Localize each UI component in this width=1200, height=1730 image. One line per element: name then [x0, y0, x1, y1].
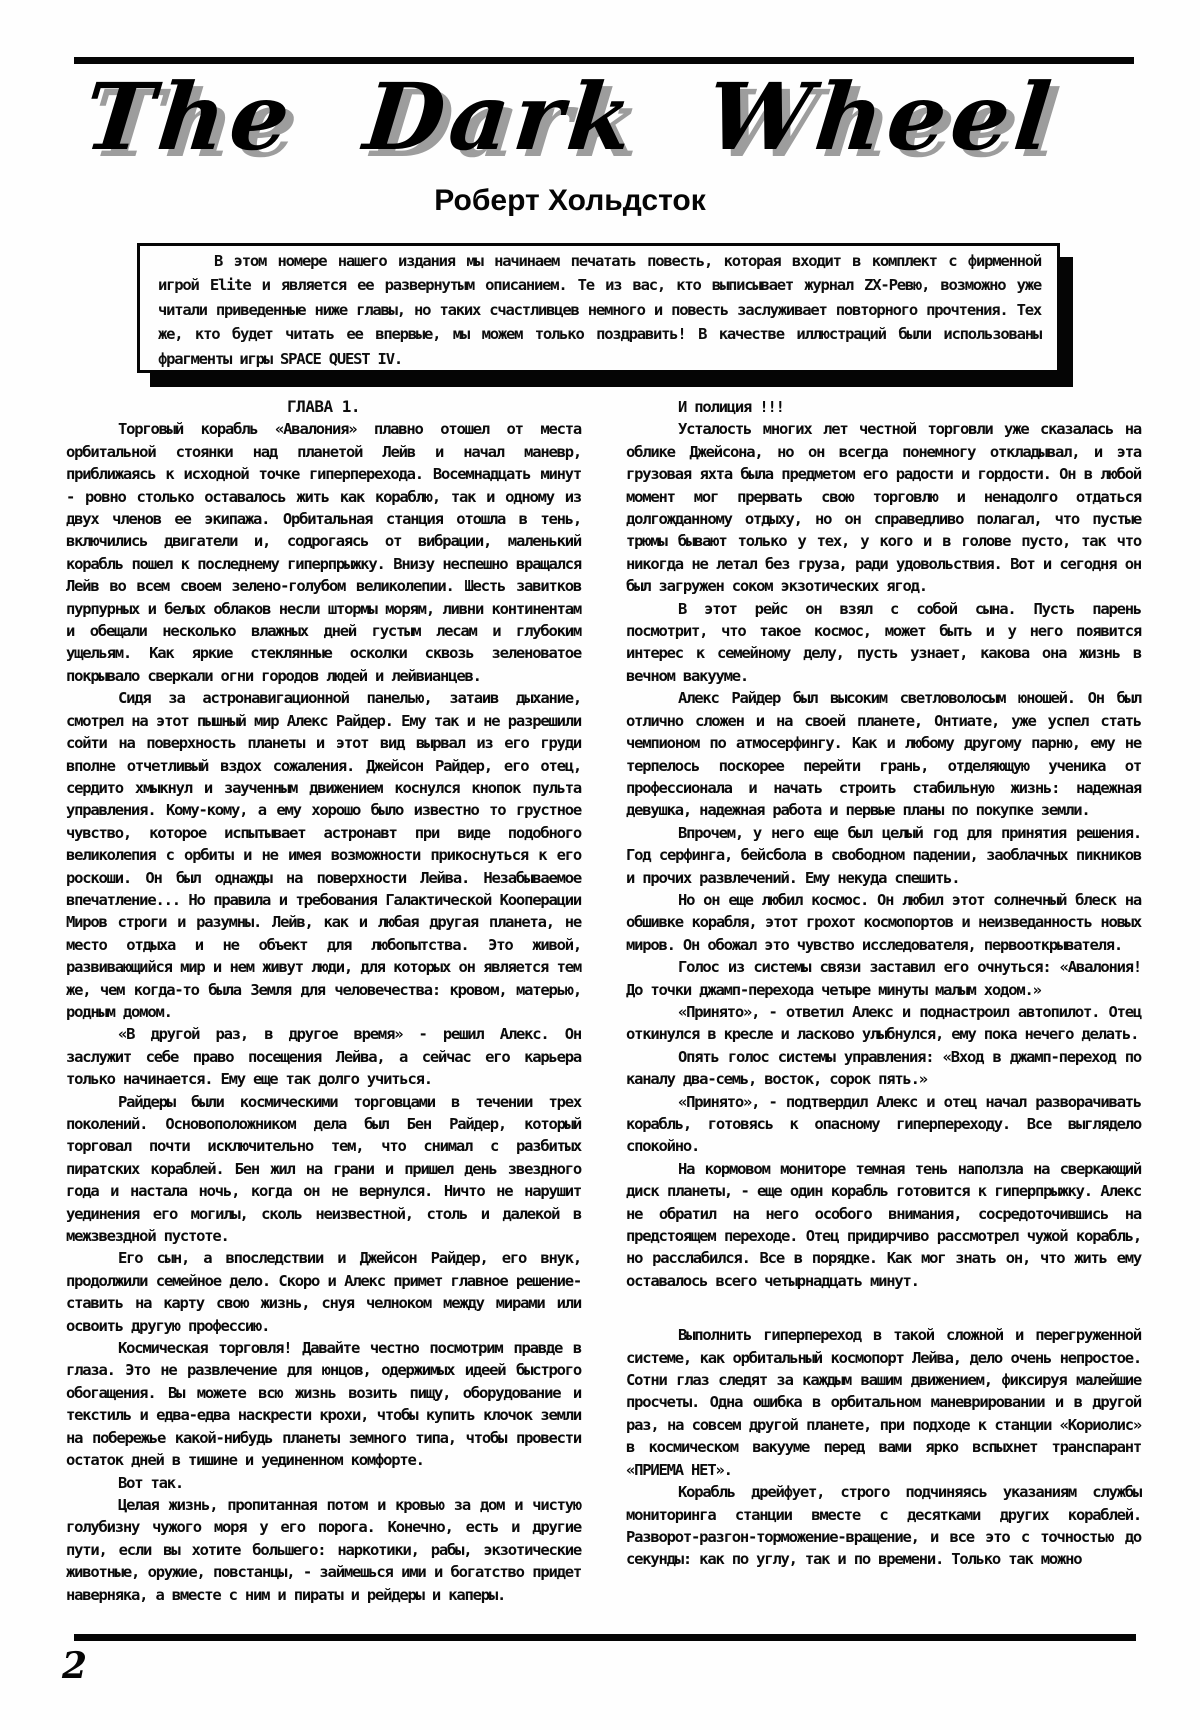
- intro-text: В этом номере нашего издания мы начинаем печатать повесть, которая входит в комплект с фирменной игрой Elite и является ее развернутым описанием. Те из вас, кто выписывает журнал ZX-Ревю, возможно уже читали приведенные ниже главы, но таких счастливцев немного и повесть заслуживает повторного прочтения. Тех же, кто будет читать ее впервые, мы можем только поздравить! В качестве иллюстраций были использованы фрагменты игры SPACE QUEST IV.: [158, 252, 1041, 368]
- section-gap: [626, 1292, 1141, 1324]
- body-paragraph: «Принято», - ответил Алекс и поднастроил автопилот. Отец откинулся в кресле и ласково улыбнулся, ему пока нечего делать.: [626, 1002, 1141, 1044]
- body-paragraph: Торговый корабль «Авалония» плавно отошел от места орбитальной стоянки над планетой Лейв и начал маневр, приближаясь к исходной точке гиперперехода. Восемнадцать минут - ровно столько оставалось жить как кораблю, так и одному из двух членов ее экипажа. Орбитальная станция отошла в тень, включились двигатели и, содрогаясь от вибрации, маленький корабль пошел к последнему гиперпрыжку. Внизу неспешно вращался Лейв во всем своем зелено-голубом великолепии. Шесть завитков пурпурных и белых облаков несли штормы морям, ливни континентам и обещали несколько влажных дней густым лесам и глубоким ущельям. Как яркие стеклянные осколки сквозь зеленоватое покрывало сверкали огни городов людей и лейвианцев.: [66, 420, 581, 685]
- bottom-divider: [74, 1634, 1136, 1641]
- intro-box: [137, 243, 1060, 373]
- body-paragraph: Голос из системы связи заставил его очнуться: «Авалония! До точки джамп-перехода четыре минуты малым ходом.»: [626, 958, 1141, 999]
- body-paragraph: Райдеры были космическими торговцами в течении трех поколений. Основоположником дела был Бен Райдер, который торговал почти исключительно тем, что снимал с разбитых пиратских кораблей. Бен жил на грани и пришел день звездного года и настала ночь, когда он не вернулся. Ничто не нарушит уединения его могилы, сколь неизвестной, столь и далекой в межзвездной пустоте.: [66, 1092, 581, 1246]
- body-paragraph: Вот так.: [118, 1473, 184, 1492]
- body-paragraph: Космическая торговля! Давайте честно посмотрим правде в глаза. Это не развлечение для юнцов, одержимых идеей быстрого обогащения. Вы можете всю жизнь возить пищу, оборудование и текстиль и едва-едва наскрести крохи, чтобы купить клочок земли на побережье какой-нибудь планеты земного типа, чтобы провести остаток дней в тишине и уединенном комфорте.: [66, 1339, 581, 1470]
- author-name: Роберт Хольдсток: [434, 184, 706, 217]
- left-column: [66, 396, 581, 1606]
- text-columns: [66, 396, 1141, 1606]
- body-paragraph: Выполнить гиперпереход в такой сложной и перегруженной системе, как орбитальный космопорт Лейва, дело очень непростое. Сотни глаз следят за каждым вашим движением, фиксируя малейшие просчеты. Одна ошибка в орбитальном маневрировании и в другой раз, на совсем другой планете, при подходе к станции «Кориолис» в космическом вакууме перед вами ярко вспыхнет транспарант «ПРИЕМА НЕТ».: [626, 1326, 1141, 1479]
- right-paragraph-list-bottom: [626, 1324, 1141, 1570]
- right-column: [626, 396, 1141, 1606]
- body-paragraph: Опять голос системы управления: «Вход в джамп-переход по каналу два-семь, восток, сорок пять.»: [626, 1047, 1141, 1089]
- page-title: The Dark Wheel: [79, 63, 1061, 171]
- page-number: 2: [62, 1645, 88, 1687]
- chapter-heading: ГЛАВА 1.: [286, 397, 361, 416]
- body-paragraph: «В другой раз, в другое время» - решил Алекс. Он заслужит себе право посещения Лейва, а сейчас его карьера только начинается. Ему еще так долго учиться.: [66, 1025, 581, 1089]
- body-paragraph: И полиция !!!: [678, 398, 784, 416]
- body-paragraph: Корабль дрейфует, строго подчиняясь указаниям службы мониторинга станции вместе с десятками других кораблей. Разворот-разгон-торможение-вращение, и все это с точностью до секунды: как по углу, так и по времени. Только так можно: [626, 1483, 1141, 1569]
- body-paragraph: Его сын, а впоследствии и Джейсон Райдер, его внук, продолжили семейное дело. Скоро и Алекс примет главное решение-ставить на карту свою жизнь, снуя челноком между мирами или освоить другую профессию.: [66, 1249, 581, 1335]
- body-paragraph: Впрочем, у него еще был целый год для принятия решения. Год серфинга, бейсбола в свободном падении, заоблачных пикников и прочих развлечений. Ему некуда спешить.: [626, 823, 1141, 887]
- body-paragraph: На кормовом мониторе темная тень наползла на сверкающий диск планеты, - еще один корабль готовится к гиперпрыжку. Алекс не обратил на него особого внимания, сосредоточившись на предстоящем переходе. Отец придирчиво рассмотрел чужой корабль, но расслабился. Все в порядке. Как мог знать он, что жить ему оставалось всего четырнадцать минут.: [626, 1159, 1141, 1290]
- body-paragraph: «Принято», - подтвердил Алекс и отец начал разворачивать корабль, готовясь к опасному гиперпереходу. Все выглядело спокойно.: [626, 1092, 1141, 1156]
- body-paragraph: Сидя за астронавигационной панелью, затаив дыхание, смотрел на этот пышный мир Алекс Райдер. Ему так и не разрешили сойти на поверхность планеты и этот вид вырвал из его груди вполне отчетливый вздох сожаления. Джейсон Райдер, его отец, сердито хмыкнул и заученным движением коснулся кнопок пульта управления. Кому-кому, а ему хорошо было известно то грустное чувство, которое испытывает астронавт при виде подобного великолепия с орбиты и не имея возможности прикоснуться к его роскоши. Он был однажды на поверхности Лейва. Незабываемое впечатление... Но правила и требования Галактической Кооперации Миров строги и разумны. Лейв, как и любая другая планета, не место отдыха и не объект для любопытства. Это живой, развивающийся мир и нем живут люди, для которых он является тем же, чем когда-то была Земля для человечества: кровом, матерью, родным домом.: [66, 689, 581, 1021]
- body-paragraph: Алекс Райдер был высоким светловолосым юношей. Он был отлично сложен и на своей планете, Онтиате, уже успел стать чемпионом по атмосерфингу. Как и любому другому парню, ему не терпелось поскорее перейти грань, отделяющую ученика от профессионала и начать строить стабильную жизнь: надежная девушка, надежная работа и первые планы по покупке земли.: [626, 689, 1141, 820]
- right-paragraph-list-top: [626, 396, 1141, 1292]
- body-paragraph: Усталость многих лет честной торговли уже сказалась на облике Джейсона, но он всегда понемногу откладывал, и эта грузовая яхта была предметом его радости и гордости. Он в любой момент мог прервать свою торговлю и ненадолго отдаться долгожданному отдыху, но он справедливо полагал, что пустые трюмы бывают только у тех, у кого и в голове пусто, так что никогда не летал без груза, ради удовольствия. Вот и сегодня он был загружен соком экзотических ягод.: [626, 420, 1141, 596]
- left-paragraph-list: [66, 418, 581, 1606]
- body-paragraph: Целая жизнь, пропитанная потом и кровью за дом и чистую голубизну чужого моря у его порога. Конечно, есть и другие пути, если вы хотите большего: наркотики, рабы, экзотические животные, оружие, повстанцы, - займешься ими и богатство придет наверняка, а вместе с ним и пираты и рейдеры и каперы.: [66, 1495, 581, 1604]
- body-paragraph: В этот рейс он взял с собой сына. Пусть парень посмотрит, что такое космос, может быть и у него появится интерес к семейному делу, пусть узнает, какова она жизнь в вечном вакууме.: [626, 599, 1141, 685]
- body-paragraph: Но он еще любил космос. Он любил этот солнечный блеск на обшивке корабля, этот грохот космопортов и неизведанность новых миров. Он обожал это чувство исследователя, первооткрывателя.: [626, 890, 1141, 954]
